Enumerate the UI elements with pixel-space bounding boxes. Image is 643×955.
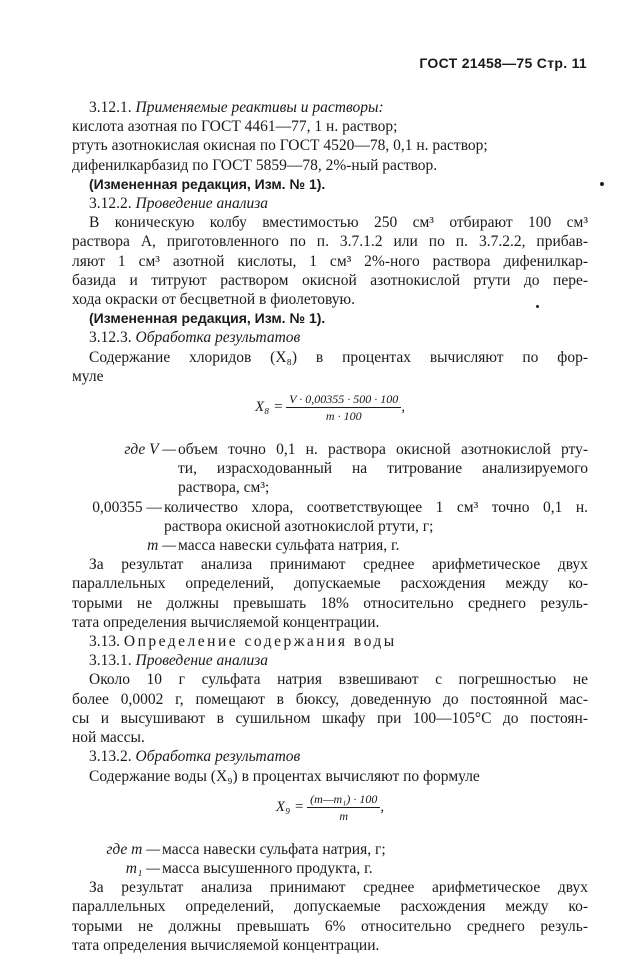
scan-speck <box>536 305 539 308</box>
definition-item <box>72 840 588 859</box>
definition-line: объем точно 0,1 н. раствора окисной азотнокислой рту- <box>178 441 588 459</box>
section-number: 3.13.1. <box>89 652 132 670</box>
definition-text: масса навески сульфата натрия, г; <box>162 840 386 858</box>
section-title: Применяемые реактивы и растворы: <box>135 99 384 116</box>
definition-text <box>178 440 588 498</box>
paragraph-line: параллельных определений, допускаемые расхождения между ко- <box>72 575 588 593</box>
definition-line: раствора, см³; <box>178 479 270 497</box>
edition-note: (Измененная редакция, Изм. № 1). <box>89 310 326 327</box>
document-body <box>72 98 588 955</box>
section-title: Обработка результатов <box>135 748 301 766</box>
section-title: Проведение анализа <box>135 195 269 213</box>
paragraph-line: ляют 1 см³ азотной кислоты, 1 см³ 2%-ного раствора дифенилкар- <box>72 252 588 270</box>
paragraph-line: ной массы. <box>72 729 145 747</box>
section-number: 3.13. <box>89 633 120 651</box>
reagent-line: кислота азотная по ГОСТ 4461—77, 1 н. раствор; <box>72 118 398 136</box>
definition-term: m₁ — <box>125 859 160 877</box>
paragraph-line: За результат анализа принимают среднее арифметическое двух <box>89 879 588 897</box>
formula-numerator: (m—m₁) · 100 <box>307 792 380 808</box>
subsection-heading <box>72 651 588 670</box>
paragraph-line: торыми не должны превышать 6% относительно среднего резуль- <box>72 917 588 935</box>
paragraph-line: Содержание хлоридов (X₈) в процентах вычисляют по фор- <box>89 348 588 366</box>
scan-speck <box>600 182 604 186</box>
page-header: ГОСТ 21458—75 Стр. 11 <box>419 55 587 71</box>
section-title: Проведение анализа <box>135 652 269 670</box>
section-number: 3.12.2. <box>89 195 132 213</box>
definition-term: где m — <box>106 840 160 858</box>
section-title: Определение содержания воды <box>123 633 397 651</box>
formula-water <box>72 792 588 832</box>
definition-term: m — <box>147 537 176 555</box>
paragraph-line: торыми не должны превышать 18% относительно среднего резуль- <box>72 594 588 612</box>
formula-denominator: m · 100 <box>325 409 362 424</box>
reagent-line: дифенилкарбазид по ГОСТ 5859—78, 2%-ный раствор. <box>72 156 438 174</box>
section-heading <box>72 98 588 117</box>
paragraph-line: хода окраски от бесцветной в фиолетовую. <box>72 291 356 309</box>
paragraph-line: сы и высушивают в сушильном шкафу при 100—105°С до постоян- <box>72 709 588 727</box>
definition-text: масса высушенного продукта, г. <box>162 859 373 877</box>
section-title: Обработка результатов <box>135 329 301 347</box>
paragraph-line: В коническую колбу вместимостью 250 см³ отбирают 100 см³ <box>89 214 588 232</box>
section-number: 3.13.2. <box>89 748 132 766</box>
definition-term: где V — <box>124 441 176 459</box>
section-number: 3.12.1. <box>89 99 132 116</box>
definition-term: 0,00355 — <box>92 498 162 516</box>
definition-item <box>72 859 588 878</box>
edition-note: (Измененная редакция, Изм. № 1). <box>89 175 326 192</box>
definition-text <box>164 498 588 536</box>
paragraph-line: раствора А, приготовленного по п. 3.7.1.2 или по п. 3.7.2.2, прибав- <box>72 233 588 251</box>
formula-tail: , <box>380 798 385 815</box>
definition-line: ти, израсходованный на титрование анализируемого <box>178 460 588 478</box>
subsection-heading <box>72 747 588 766</box>
paragraph-line: тата определения вычисляемой концентрации. <box>72 613 380 631</box>
reagent-line: ртуть азотнокислая окисная по ГОСТ 4520—78, 0,1 н. раствор; <box>72 137 488 155</box>
formula-fraction <box>286 392 401 423</box>
definition-line: количество хлора, соответствующее 1 см³ точно 0,1 н. <box>164 498 588 516</box>
formula-chlorides <box>72 392 588 432</box>
paragraph-line: тата определения вычисляемой концентрации. <box>72 936 380 954</box>
definition-item <box>72 536 588 555</box>
paragraph-line: За результат анализа принимают среднее арифметическое двух <box>89 556 588 574</box>
formula-fraction <box>307 792 380 823</box>
paragraph-line: параллельных определений, допускаемые расхождения между ко- <box>72 898 588 916</box>
definition-item <box>72 440 588 498</box>
section-heading <box>72 194 588 213</box>
section-heading <box>72 328 588 347</box>
formula-numerator: V · 0,00355 · 500 · 100 <box>286 392 401 408</box>
paragraph-line: более 0,0002 г, помещают в бюксу, доведенную до постоянной мас- <box>72 690 588 708</box>
formula-lhs: X₈ = <box>254 398 284 415</box>
definition-item <box>72 498 588 536</box>
section-number: 3.12.3. <box>89 329 132 347</box>
formula-tail: , <box>401 398 406 415</box>
formula-denominator: m <box>339 808 349 823</box>
formula-lhs: X₉ = <box>275 798 305 815</box>
definition-text <box>178 536 588 555</box>
paragraph-line: Содержание воды (X₉) в процентах вычисляют по формуле <box>89 767 480 785</box>
paragraph-line: Около 10 г сульфата натрия взвешивают с погрешностью не <box>89 671 588 689</box>
definition-line: масса навески сульфата натрия, г. <box>178 537 400 555</box>
paragraph-line: муле <box>72 367 104 385</box>
section-heading <box>72 632 588 651</box>
definition-line: раствора окисной азотнокислой ртути, г; <box>164 517 434 535</box>
paragraph-line: базида и титруют раствором окисной азотнокислой ртути до пере- <box>72 271 588 289</box>
